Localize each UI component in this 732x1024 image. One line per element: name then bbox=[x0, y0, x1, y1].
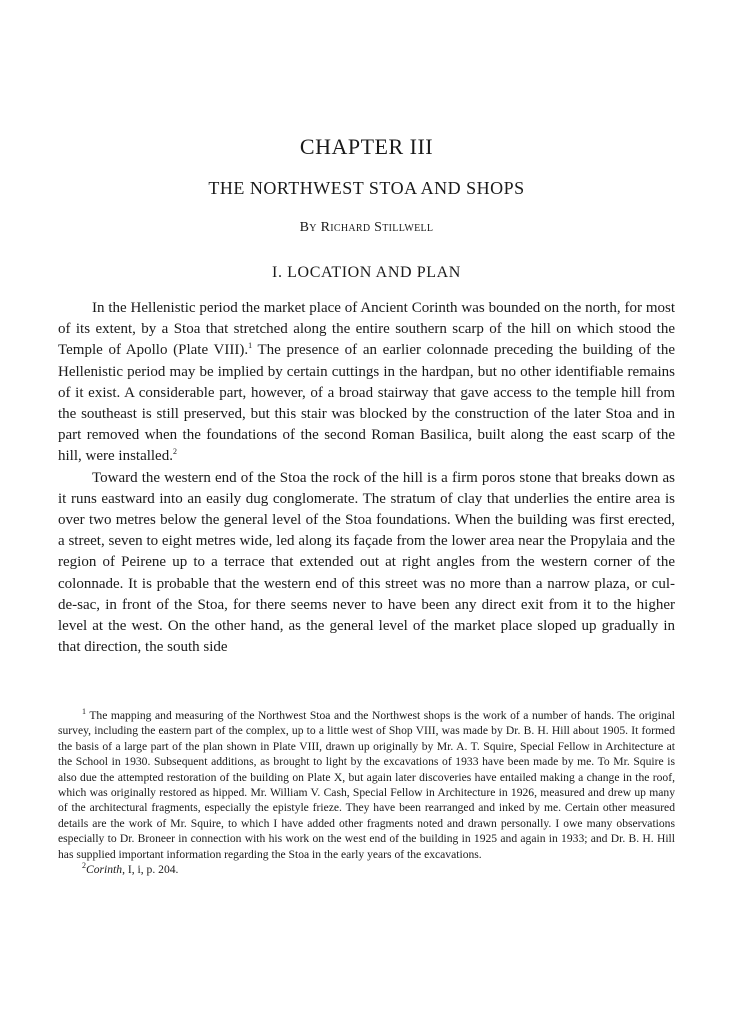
footnote bbox=[58, 708, 675, 862]
footnote-ref: 1 bbox=[248, 341, 253, 351]
footnote-text: The mapping and measuring of the Northwest Stoa and the Northwest shops is the work of a number of hands. The original survey, including the eastern part of the complex, up to a little west of Shop VIII, was made by Dr. B. H. Hill about 1905. It formed the basis of a large part of the plan shown in Plate VIII, drawn up originally by Mr. A. T. Squire, Special Fellow in Architecture at the School in 1930. Subsequent additions, as brought to light by the excavations of 1933 have been made by me. To Mr. Squire is also due the attempted restoration of the building on Plate X, but again later discoveries have entailed making a change in the roof, which was originally restored as hipped. Mr. William V. Cash, Special Fellow in Architecture in 1926, measured and drew up many of the architectural fragments, especially the epistyle frieze. They have been rearranged and inked by me. Certain other measured details are the work of Mr. Squire, to which I have added other fragments noted and drawn personally. I owe many observations especially to Dr. Broneer in connection with his work on the west end of the building in 1925 and again in 1933; and Dr. B. H. Hill has supplied important information regarding the Stoa in the early years of the excavations. bbox=[58, 709, 675, 861]
body-text bbox=[58, 298, 675, 658]
chapter-title: THE NORTHWEST STOA AND SHOPS bbox=[208, 178, 525, 198]
paragraph-text: Toward the western end of the Stoa the rock of the hill is a firm poros stone that breaks down as it runs eastward into an easily dug conglomerate. The stratum of clay that underlies the entire area is over two metres below the general level of the Stoa foundations. When the building was first erected, a street, seven to eight metres wide, led along its façade from the lower area near the Propylaia and the region of Peirene up to a terrace that extended out at right angles from the western corner of the colonnade. It is probable that the western end of this street was no more than a narrow plaza, or cul-de-sac, in front of the Stoa, for there seems never to have been any direct exit from it to the higher level at the west. On the other hand, as the general level of the market place sloped up gradually in that direction, the south side bbox=[58, 469, 675, 656]
footnote-marker: 1 bbox=[82, 707, 86, 717]
body-paragraph bbox=[58, 468, 675, 659]
footnotes bbox=[58, 708, 675, 877]
footnote-text: , I, i, p. 204. bbox=[122, 863, 179, 877]
paragraph-text: The presence of an earlier colonnade preceding the building of the Hellenistic period may be implied by certain cuttings in the hardpan, but no other identifiable remains of it exist. A considerable part, however, of a broad stairway that gave access to the temple hill from the southeast is still preserved, but this stair was blocked by the construction of the later Stoa and in part removed when the foundations of the second Roman Basilica, built along the east scarp of the hill, were installed. bbox=[58, 342, 675, 465]
body-paragraph bbox=[58, 298, 675, 468]
section-heading: I. LOCATION AND PLAN bbox=[272, 264, 461, 281]
author-byline: By Richard Stillwell bbox=[299, 220, 434, 235]
footnote-italic: Corinth bbox=[86, 863, 123, 877]
footnote-ref: 2 bbox=[172, 447, 177, 457]
footnote bbox=[58, 862, 675, 877]
paragraph-text: In the Hellenistic period the market place of Ancient Corinth was bounded on the north, for most of its extent, by a Stoa that stretched along the entire southern scarp of the hill on which stood the Temple of Apollo (Plate VIII). bbox=[58, 300, 675, 359]
chapter-heading: CHAPTER III bbox=[299, 134, 434, 159]
footnote-marker: 2 bbox=[82, 861, 86, 871]
